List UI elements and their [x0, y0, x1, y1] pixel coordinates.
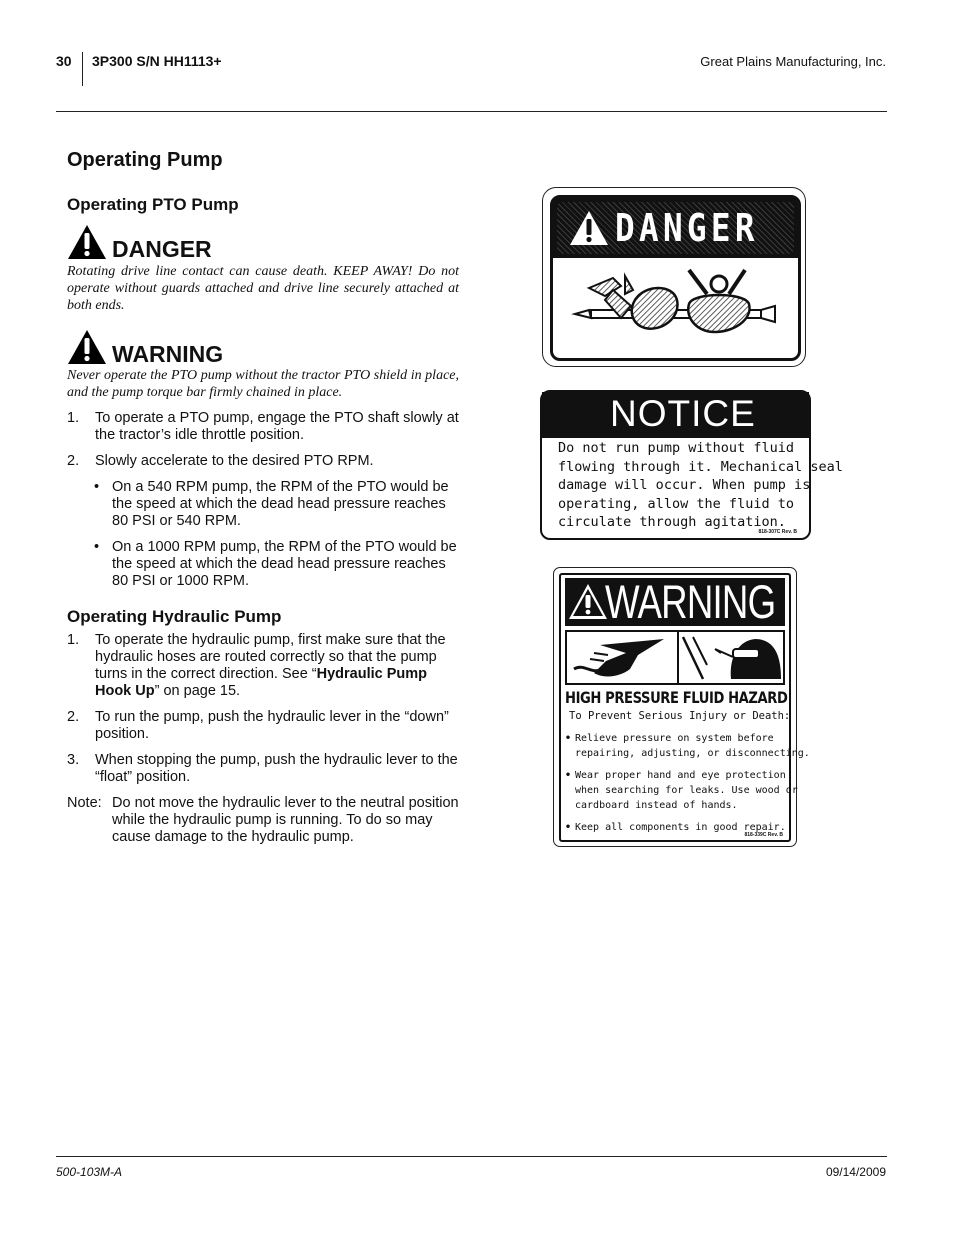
step-number: 1.: [67, 410, 80, 426]
warning-part-number: 818-339C Rev. B: [744, 832, 783, 838]
bullet-text: On a 1000 RPM pump, the RPM of the PTO would be the speed at which the dead head pressure reaches 80 PSI or 1000 RPM.: [112, 539, 457, 589]
danger-decal-word: DANGER: [615, 206, 759, 250]
doc-number: 500-103M-A: [56, 1165, 123, 1179]
danger-word: DANGER: [112, 236, 212, 262]
warning-hazard-title: HIGH PRESSURE FLUID HAZARD: [565, 688, 788, 707]
bullet-icon: •: [565, 822, 572, 833]
warning-item-line: repairing, adjusting, or disconnecting.: [575, 748, 810, 759]
entanglement-pictogram-icon: [569, 270, 783, 350]
step-text: To operate a PTO pump, engage the PTO shaft slowly at the tractor’s idle throttle position.: [95, 410, 459, 443]
step-number: 2.: [67, 453, 80, 469]
bullet-text: On a 540 RPM pump, the RPM of the PTO would be the speed at which the dead head pressure reaches 80 PSI or 540 RPM.: [112, 479, 449, 529]
hydraulic-subheading: Operating Hydraulic Pump: [67, 607, 282, 626]
warning-item-line: Wear proper hand and eye protection: [575, 770, 786, 781]
notice-line: circulate through agitation.: [558, 515, 786, 530]
footer-rule: [56, 1156, 887, 1157]
warning-pictogram-panel: [565, 630, 785, 685]
danger-decal-banner: [553, 198, 798, 258]
pto-subheading: Operating PTO Pump: [67, 195, 239, 214]
notice-decal: [540, 390, 843, 540]
header-rule: [56, 111, 887, 112]
notice-part-number: 818-307C Rev. B: [758, 529, 797, 535]
notice-line: operating, allow the fluid to: [558, 496, 795, 512]
warning-decal-banner: [565, 575, 785, 628]
eye-protection-icon: [681, 635, 783, 681]
hand-injection-icon: [570, 635, 674, 681]
danger-decal-frame: [550, 195, 801, 361]
warning-item-line: cardboard instead of hands.: [575, 800, 738, 811]
warning-triangle-icon: [569, 210, 609, 246]
warning-item-line: when searching for leaks. Use wood or: [575, 785, 798, 796]
step-text-before: To operate the hydraulic pump, first make sure that the hydraulic hoses are routed correctly so that the pump turns in the correct direction. See “: [95, 632, 446, 682]
danger-text: Rotating drive line contact can cause death. KEEP AWAY! Do not operate without guards attached and drive line securely attached at both ends.: [67, 264, 459, 313]
notice-decal-banner: [542, 392, 809, 438]
step-text: When stopping the pump, push the hydraulic lever to the “float” position.: [95, 752, 458, 785]
warning-item-line: Keep all components in good repair.: [575, 822, 786, 833]
warning-triangle-icon: [67, 329, 107, 365]
warning-decal: [553, 567, 810, 847]
step-number: 3.: [67, 752, 80, 768]
warning-item-line: Relieve pressure on system before: [575, 733, 774, 744]
note-text: Do not move the hydraulic lever to the neutral position while the hydraulic pump is running. To do so may cause damage to the hydraulic pump.: [112, 795, 459, 845]
notice-line: flowing through it. Mechanical seal: [558, 459, 843, 475]
doc-date: 09/14/2009: [825, 1165, 886, 1179]
company-name: Great Plains Manufacturing, Inc.: [700, 54, 886, 69]
bullet-icon: •: [94, 539, 100, 555]
notice-decal-text: [558, 440, 843, 533]
bullet-icon: •: [565, 733, 572, 744]
step-number: 1.: [67, 632, 80, 648]
model-title: 3P300 S/N HH1113+: [92, 53, 222, 69]
step-text-after: ” on page 15.: [154, 683, 241, 699]
warning-word: WARNING: [112, 341, 224, 367]
header-divider: [82, 52, 83, 86]
page-number: 30: [56, 53, 72, 69]
warning-decal-word: WARNING: [605, 575, 776, 628]
warning-decal-frame: [559, 573, 810, 842]
cross-reference-link[interactable]: Hydraulic Pump Hook Up: [95, 666, 428, 699]
step-text: To run the pump, push the hydraulic lever in the “down” position.: [95, 709, 449, 742]
note-label: Note:: [67, 795, 102, 811]
danger-decal: [542, 187, 806, 367]
warning-triangle-icon: [67, 224, 107, 260]
section-title: Operating Pump: [67, 149, 223, 171]
notice-line: Do not run pump without fluid: [558, 441, 795, 456]
notice-decal-word: NOTICE: [610, 393, 756, 434]
bullet-icon: •: [94, 479, 100, 495]
notice-line: damage will occur. When pump is: [558, 478, 811, 493]
warning-intro: To Prevent Serious Injury or Death:: [569, 710, 791, 722]
step-number: 2.: [67, 709, 80, 725]
warning-text: Never operate the PTO pump without the tractor PTO shield in place, and the pump torque bar firmly chained in place.: [67, 368, 459, 400]
warning-triangle-icon: [568, 583, 608, 620]
step-text: Slowly accelerate to the desired PTO RPM.: [95, 453, 374, 469]
step-text: [95, 632, 460, 700]
bullet-icon: •: [565, 770, 572, 781]
